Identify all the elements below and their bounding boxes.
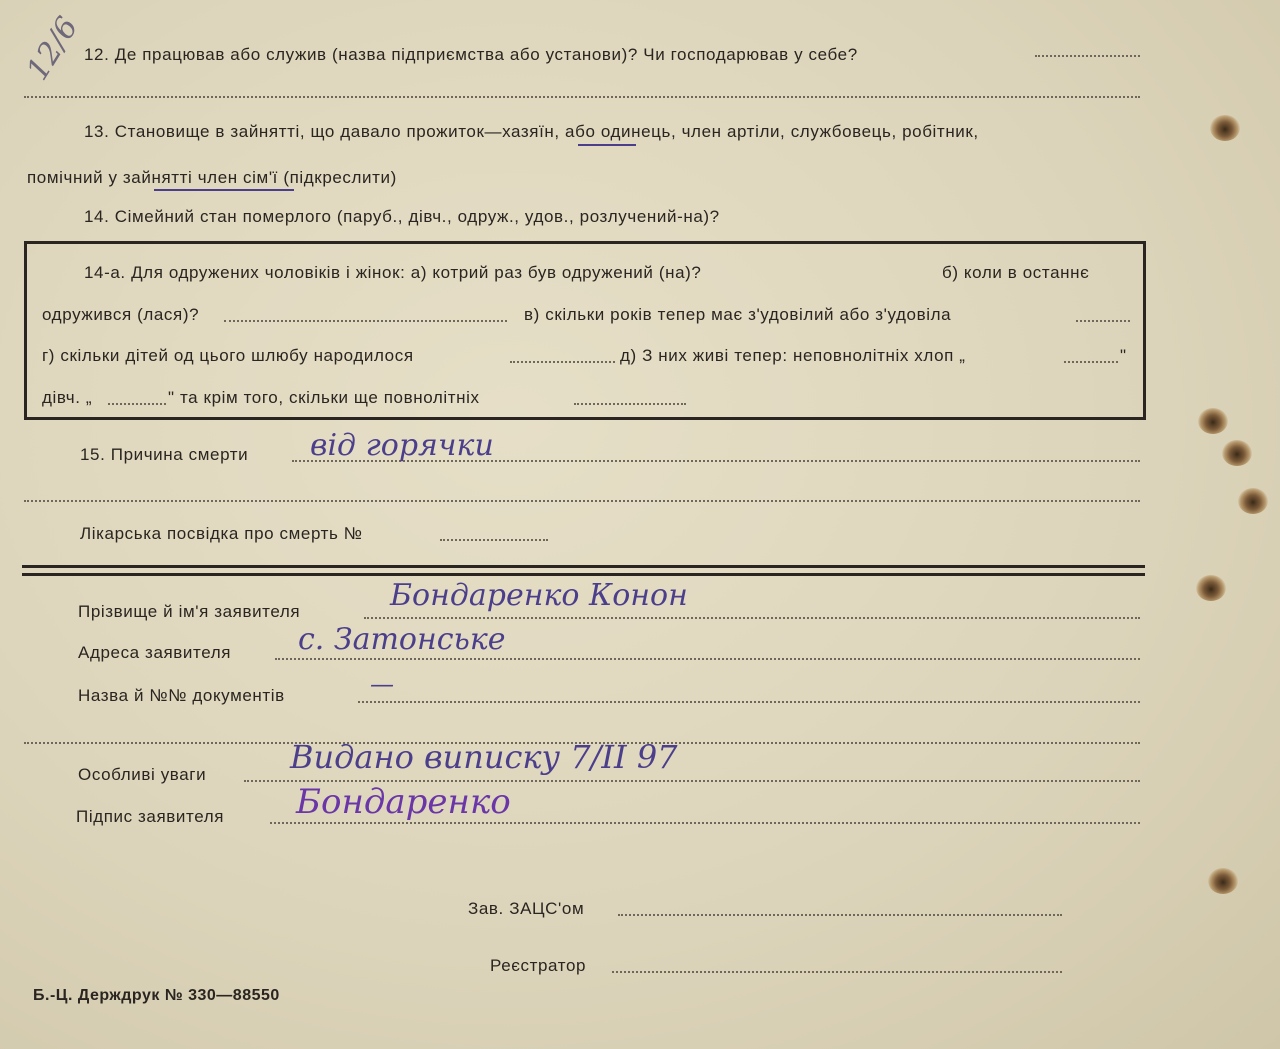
special-notes-handwritten: Видано виписку 7/II 97 bbox=[290, 738, 678, 776]
question-14a-line1-b: б) коли в останнє bbox=[942, 263, 1090, 282]
applicant-address-handwritten: с. Затонське bbox=[298, 622, 506, 657]
quote-mark-boys: " bbox=[1120, 346, 1127, 365]
underline-owner bbox=[578, 144, 636, 146]
answer-line-14a-boys bbox=[1064, 361, 1118, 363]
applicant-signature-handwritten: Бондаренко bbox=[296, 782, 511, 822]
question-14a-line1-a: 14-а. Для одружених чоловіків і жінок: а) котрий раз був одружений (на)? bbox=[84, 263, 702, 282]
answer-line-applicant-name bbox=[364, 617, 1140, 619]
binding-hole bbox=[1210, 115, 1240, 141]
answer-line-14a-adults bbox=[574, 403, 686, 405]
answer-line-signature bbox=[270, 822, 1140, 824]
answer-line-14a-girls bbox=[108, 403, 166, 405]
applicant-name-label: Прізвище й ім'я заявителя bbox=[78, 602, 301, 621]
question-14a-line4-a: дівч. „ bbox=[42, 388, 93, 407]
answer-line-medical bbox=[440, 539, 548, 541]
margin-pencil-note: 12/6 bbox=[20, 10, 86, 87]
binding-hole bbox=[1238, 488, 1268, 514]
question-14a-line2-a: одружився (лася)? bbox=[42, 305, 200, 324]
answer-line-14a-g bbox=[510, 361, 615, 363]
answer-line-15b bbox=[24, 500, 1140, 502]
cause-of-death-handwritten: від горячки bbox=[310, 428, 494, 463]
applicant-signature-label: Підпис заявителя bbox=[76, 807, 225, 826]
answer-line-14a-c bbox=[1076, 320, 1130, 322]
binding-hole bbox=[1222, 440, 1252, 466]
question-13-line2: помічний у зайнятті член сім'ї (підкреслити) bbox=[27, 168, 397, 187]
printer-imprint: Б.-Ц. Держдрук № 330—88550 bbox=[33, 987, 280, 1004]
answer-line-12b bbox=[24, 96, 1140, 98]
special-notes-label: Особливі уваги bbox=[78, 765, 207, 784]
registry-head-label: Зав. ЗАЦС'ом bbox=[468, 899, 585, 918]
answer-line-12a bbox=[1035, 55, 1140, 57]
answer-line-applicant-address bbox=[275, 658, 1140, 660]
answer-line-registry-head bbox=[618, 914, 1062, 916]
question-14a-line3-b: д) З них живі тепер: неповнолітніх хлоп „ bbox=[620, 346, 966, 365]
binding-hole bbox=[1196, 575, 1226, 601]
question-14a-line3-a: г) скільки дітей од цього шлюбу народилося bbox=[42, 346, 414, 365]
medical-certificate-label: Лікарська посвідка про смерть № bbox=[80, 524, 363, 543]
documents-handwritten: — bbox=[370, 670, 394, 698]
documents-label: Назва й №№ документів bbox=[78, 686, 285, 705]
binding-hole bbox=[1208, 868, 1238, 894]
registrar-label: Реєстратор bbox=[490, 956, 587, 975]
underline-family-member bbox=[154, 189, 294, 191]
section-divider-bottom bbox=[22, 573, 1145, 576]
answer-line-14a-b bbox=[224, 320, 507, 322]
section-divider-top bbox=[22, 565, 1145, 568]
answer-line-documents bbox=[358, 701, 1140, 703]
applicant-name-handwritten: Бондаренко Конон bbox=[390, 578, 688, 613]
question-13-line1: 13. Становище в зайнятті, що давало прожиток—хазяїн, або одинець, член артіли, службовець, робітник, bbox=[84, 122, 979, 141]
answer-line-registrar bbox=[612, 971, 1062, 973]
binding-hole bbox=[1198, 408, 1228, 434]
question-12: 12. Де працював або служив (назва підприємства або установи)? Чи господарював у себе? bbox=[84, 45, 858, 64]
question-14a-line2-b: в) скільки років тепер має з'удовілий або з'удовіла bbox=[524, 305, 952, 324]
question-14a-line4-b: " та крім того, скільки ще повнолітніх bbox=[168, 388, 480, 407]
question-15-label: 15. Причина смерти bbox=[80, 445, 249, 464]
question-14: 14. Сімейний стан померлого (паруб., дівч., одруж., удов., розлучений-на)? bbox=[84, 207, 720, 226]
applicant-address-label: Адреса заявителя bbox=[78, 643, 232, 662]
